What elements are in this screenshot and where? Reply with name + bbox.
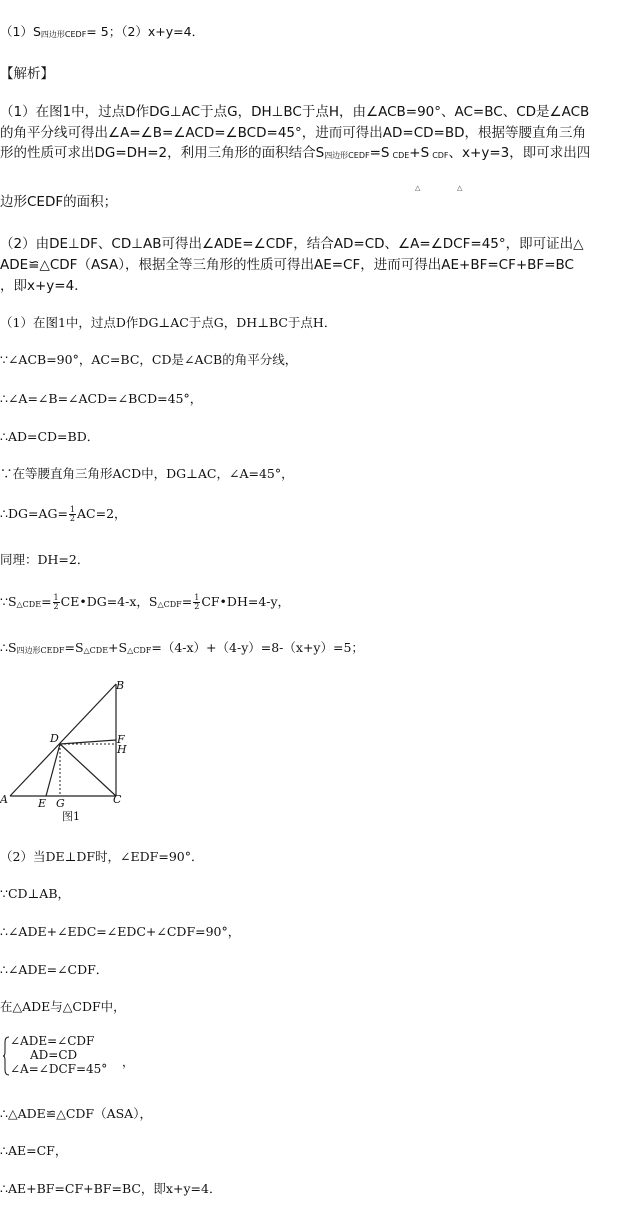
- solution-line-9: [0, 638, 364, 656]
- analysis-p1-line2: 的角平分线可得出∠A=∠B=∠ACD=∠BCD=45°，进而可得出AD=CD=BD，根据等腰直角三角: [0, 125, 586, 141]
- solution-line-5: ∵在等腰直角三角形ACD中，DG⊥AC，∠A=45°，: [0, 466, 294, 481]
- subscript: △CDE: [83, 646, 109, 655]
- text: ∴S: [0, 640, 17, 655]
- fraction-half: [53, 594, 60, 611]
- text: AC=2，: [77, 506, 127, 521]
- segment-df: [60, 740, 116, 744]
- system-eq-1: ∠ADE=∠CDF: [10, 1034, 95, 1048]
- fraction-half: [69, 506, 76, 523]
- subscript: △CDF: [127, 646, 152, 655]
- triangle-mark: △: [457, 184, 463, 192]
- text: CE•DG=4-x，S: [60, 594, 158, 609]
- label-h: H: [117, 743, 127, 756]
- subscript: 四边形CEDF: [324, 151, 370, 160]
- analysis-p2-line2: ADE≌△CDF（ASA），根据全等三角形的性质可得出AE=CF，进而可得出AE+BF=CF+BF=BC: [0, 257, 574, 273]
- text: 、x+y=3，即可求出四: [448, 145, 591, 161]
- solution-line-2: ∵∠ACB=90°，AC=BC，CD是∠ACB的角平分线，: [0, 352, 298, 367]
- text: =（4-x）+（4-y）=8-（x+y）=5；: [151, 640, 364, 655]
- analysis-p1-line1: （1）在图1中，过点D作DG⊥AC于点G，DH⊥BC于点H，由∠ACB=90°、AC=BC、CD是∠ACB: [0, 104, 590, 120]
- numerator: 1: [53, 593, 59, 602]
- analysis-p2-line1: （2）由DE⊥DF、CD⊥AB可得出∠ADE=∠CDF，结合AD=CD、∠A=∠DCF=45°，即可证出△: [0, 236, 584, 252]
- denominator: 2: [69, 514, 76, 523]
- solution-line-4: ∴AD=CD=BD．: [0, 429, 100, 444]
- denominator: 2: [194, 602, 200, 611]
- text: +S: [108, 640, 128, 655]
- answer-part-1: （1）S: [0, 24, 41, 39]
- label-e: E: [38, 797, 47, 810]
- solution-line-11: ∵CD⊥AB，: [0, 886, 71, 901]
- equation-brace: [2, 1036, 10, 1076]
- solution-line-7: 同理：DH=2．: [0, 552, 90, 567]
- numerator: 1: [194, 593, 200, 602]
- system-comma: ，: [122, 1055, 135, 1069]
- label-d: D: [50, 732, 59, 745]
- solution-line-17: ∴AE+BF=CF+BF=BC，即x+y=4．: [0, 1181, 222, 1196]
- solution-line-14: 在△ADE与△CDF中，: [0, 999, 126, 1014]
- numerator: 1: [69, 505, 76, 514]
- subscript: △CDF: [157, 600, 182, 609]
- answer-line: [0, 22, 204, 40]
- solution-line-6: [0, 504, 127, 523]
- text: =S: [64, 640, 84, 655]
- text: 形的性质可求出DG=DH=2，利用三角形的面积结合S: [0, 145, 325, 161]
- solution-line-15: ∴△ADE≌△CDF（ASA），: [0, 1106, 152, 1121]
- solution-line-1: （1）在图1中，过点D作DG⊥AC于点G，DH⊥BC于点H．: [0, 315, 337, 330]
- system-eq-2: AD=CD: [30, 1048, 78, 1062]
- fraction-half: [193, 594, 200, 611]
- solution-line-16: ∴AE=CF，: [0, 1143, 68, 1158]
- analysis-p1-line4: 边形CEDF的面积；: [0, 194, 118, 210]
- subscript: CDF: [432, 151, 449, 160]
- answer-part-2: = 5；（2）x+y=4．: [86, 24, 205, 39]
- label-g: G: [56, 797, 65, 810]
- solution-line-13: ∴∠ADE=∠CDF．: [0, 962, 109, 977]
- subscript: △CDE: [16, 600, 42, 609]
- solution-line-12: ∴∠ADE+∠EDC=∠EDC+∠CDF=90°，: [0, 924, 241, 939]
- answer-subscript: 四边形CEDF: [40, 30, 87, 39]
- system-eq-3: ∠A=∠DCF=45°: [10, 1062, 108, 1076]
- denominator: 2: [53, 602, 59, 611]
- text: ∴DG=AG=: [0, 506, 68, 521]
- analysis-heading: 【解析】: [0, 66, 54, 82]
- segment-dc: [60, 744, 116, 796]
- text: CF•DH=4-y，: [201, 594, 291, 609]
- text: +S: [409, 145, 430, 161]
- text: =S: [369, 145, 390, 161]
- text: =: [181, 594, 193, 609]
- figure-caption: 图1: [62, 810, 80, 823]
- analysis-p2-line3: ，即x+y=4．: [0, 278, 88, 294]
- text: =: [41, 594, 52, 609]
- solution-line-10: （2）当DE⊥DF时，∠EDF=90°．: [0, 849, 204, 864]
- segment-ab: [10, 684, 116, 796]
- solution-line-8: [0, 592, 290, 611]
- text: ∵S: [0, 594, 17, 609]
- triangle-mark: △: [415, 184, 421, 192]
- subscript: 四边形CEDF: [16, 646, 65, 655]
- solution-line-3: ∴∠A=∠B=∠ACD=∠BCD=45°，: [0, 391, 203, 406]
- label-c: C: [113, 793, 122, 806]
- label-a: A: [0, 793, 8, 806]
- subscript: CDE: [392, 151, 410, 160]
- analysis-p1-line3: [0, 141, 590, 161]
- label-b: B: [116, 679, 125, 692]
- label-f: F: [117, 733, 125, 746]
- segment-de: [46, 744, 60, 796]
- geometry-figure: [0, 672, 140, 824]
